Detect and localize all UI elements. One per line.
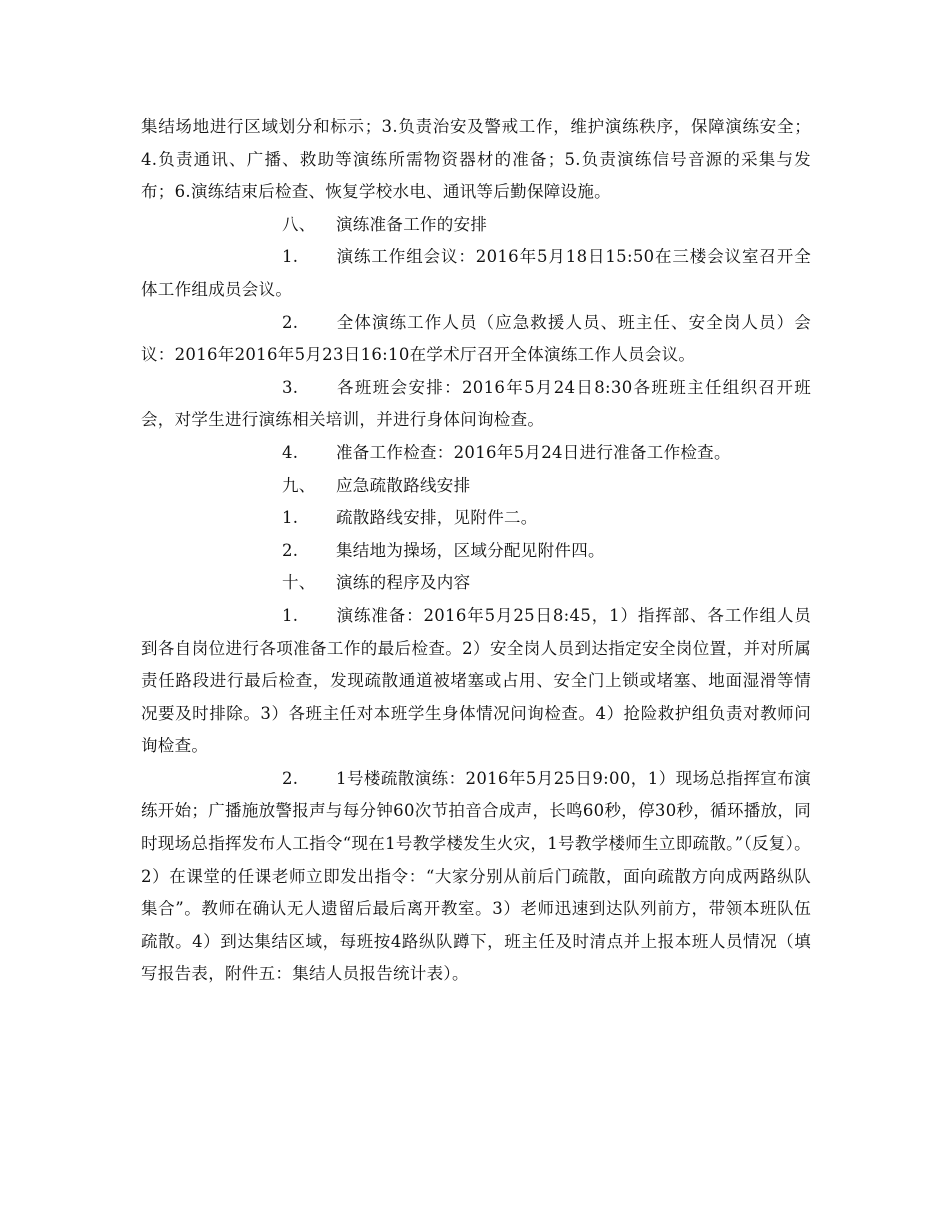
section-9-heading [141,470,811,503]
section-9-number: 九、 [282,475,316,495]
intro-paragraph: 集结场地进行区域划分和标示；3.负责治安及警戒工作，维护演练秩序，保障演练安全；4.负责通讯、广播、救助等演练所需物资器材的准备；5.负责演练信号音源的采集与发布；6.演练结束后检查、恢复学校水电、通讯等后勤保障设施。 [141,117,811,202]
item-number: 2. [282,768,299,788]
item-number: 1. [282,605,299,625]
item-text: 各班班会安排：2016年5月24日8:30各班班主任组织召开班会，对学生进行演练相关培训，并进行身体问询检查。 [141,377,811,430]
item-number: 1. [282,247,299,267]
section-10-item-1 [141,600,811,763]
section-10-number: 十、 [282,573,316,593]
item-text: 准备工作检查：2016年5月24日进行准备工作检查。 [336,442,731,462]
section-8-number: 八、 [282,214,316,234]
item-text: 集结地为操场，区域分配见附件四。 [336,540,605,560]
section-8-item-3 [141,372,811,437]
document-page [141,111,811,991]
section-8-heading [141,209,811,242]
item-number: 1. [282,508,299,528]
item-text: 疏散路线安排，见附件二。 [336,508,538,528]
section-8-title: 演练准备工作的安排 [336,214,488,234]
item-number: 2. [282,312,299,332]
item-text: 1号楼疏散演练：2016年5月25日9:00，1）现场总指挥宣布演练开始；广播施放警报声与每分钟60次节拍音合成声，长鸣60秒，停30秒，循环播放，同时现场总指挥发布人工指令“现在1号教学楼发生火灾，1号教学楼师生立即疏散。”（反复）。2）在课堂的任课老师立即发出指令：“大家分别从前后门疏散，面向疏散方向成两路纵队集合”。教师在确认无人遗留后最后离开教室。3）老师迅速到达队列前方，带领本班队伍疏散。4）到达集结区域，每班按4路纵队蹲下，班主任及时清点并上报本班人员情况（填写报告表，附件五：集结人员报告统计表）。 [141,768,811,984]
section-8-item-4 [141,437,811,470]
item-number: 3. [282,377,299,397]
item-number: 4. [282,442,299,462]
section-8-item-1 [141,241,811,306]
section-10-item-2 [141,763,811,991]
section-8-item-2 [141,307,811,372]
section-10-title: 演练的程序及内容 [336,573,471,593]
section-9-item-1 [141,502,811,535]
section-10-heading [141,567,811,600]
item-number: 2. [282,540,299,560]
item-text: 演练工作组会议：2016年5月18日15:50在三楼会议室召开全体工作组成员会议。 [141,247,811,299]
section-9-title: 应急疏散路线安排 [336,475,471,495]
item-text: 演练准备：2016年5月25日8:45，1）指挥部、各工作组人员到各自岗位进行各项准备工作的最后检查。2）安全岗人员到达指定安全岗位置，并对所属责任路段进行最后检查，发现疏散通道被堵塞或占用、安全门上锁或堵塞、地面湿滑等情况要及时排除。3）各班主任对本班学生身体情况问询检查。4）抢险救护组负责对教师问询检查。 [141,605,811,756]
item-text: 全体演练工作人员（应急救援人员、班主任、安全岗人员）会议：2016年2016年5月23日16:10在学术厅召开全体演练工作人员会议。 [141,312,811,365]
section-9-item-2 [141,535,811,568]
